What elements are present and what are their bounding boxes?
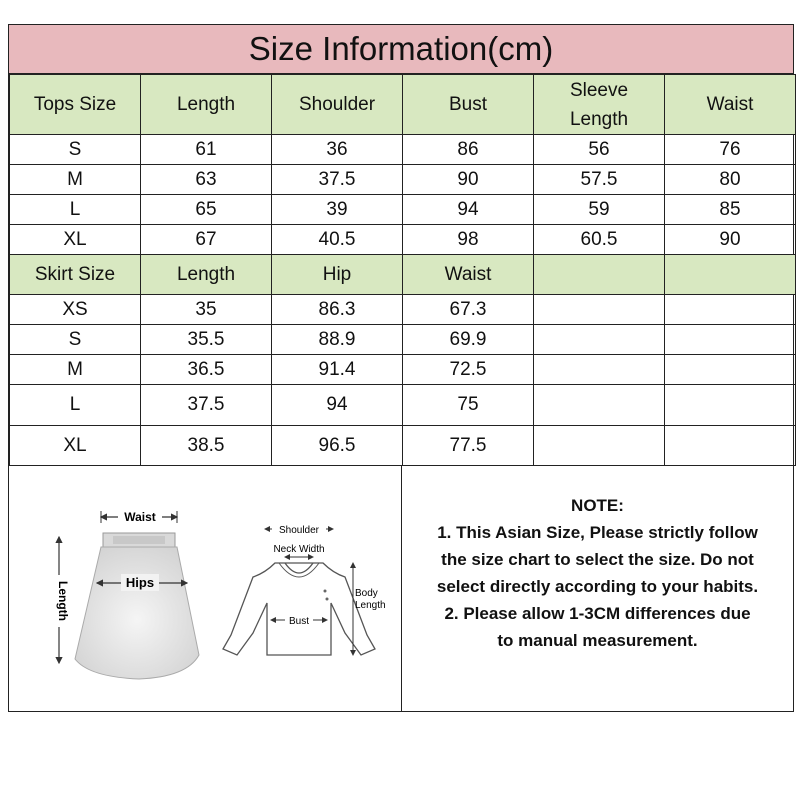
measurement-diagram (9, 465, 402, 711)
size-table (9, 74, 796, 466)
table-cell: 90 (403, 165, 534, 195)
note-line: to manual measurement. (497, 631, 698, 650)
table-cell: 65 (141, 195, 272, 225)
table-cell: 35.5 (141, 325, 272, 355)
table-row (10, 426, 796, 466)
blank-cell (534, 355, 665, 385)
skirt-header-row (10, 255, 796, 295)
table-cell: 57.5 (534, 165, 665, 195)
blank-cell (534, 325, 665, 355)
tops-header-bust: Bust (403, 75, 534, 135)
tops-header-length: Length (141, 75, 272, 135)
table-cell: 56 (534, 135, 665, 165)
table-cell: 69.9 (403, 325, 534, 355)
measurement-illustration (9, 465, 402, 711)
table-row (10, 385, 796, 426)
table-cell: 77.5 (403, 426, 534, 466)
blank-cell (665, 385, 796, 426)
table-cell: 98 (403, 225, 534, 255)
tops-header-row (10, 75, 796, 135)
table-cell: 35 (141, 295, 272, 325)
blank-cell (534, 255, 665, 295)
table-cell: 36.5 (141, 355, 272, 385)
table-cell: 94 (272, 385, 403, 426)
table-cell: 37.5 (141, 385, 272, 426)
blank-cell (665, 426, 796, 466)
note-line: 1. This Asian Size, Please strictly follow (437, 523, 758, 542)
sleeve-length-label: Sleeve Length (569, 79, 629, 130)
skirt-illustration (51, 508, 199, 679)
size-chart (8, 24, 794, 712)
table-row (10, 135, 796, 165)
table-cell: XS (10, 295, 141, 325)
skirt-header-length: Length (141, 255, 272, 295)
skirt-header-waist: Waist (403, 255, 534, 295)
blank-cell (665, 255, 796, 295)
top-body-length-label: Body Length (355, 588, 386, 611)
table-row (10, 165, 796, 195)
table-cell: 59 (534, 195, 665, 225)
skirt-header-hip: Hip (272, 255, 403, 295)
table-cell: M (10, 355, 141, 385)
table-cell: 67 (141, 225, 272, 255)
table-cell: M (10, 165, 141, 195)
table-cell: S (10, 135, 141, 165)
table-row (10, 355, 796, 385)
top-bust-label: Bust (288, 616, 310, 627)
note-line: select directly according to your habits. (436, 577, 759, 596)
skirt-hips-label: Hips (125, 575, 155, 590)
table-row (10, 325, 796, 355)
skirt-length-label: Length (56, 581, 70, 621)
table-cell: 61 (141, 135, 272, 165)
top-illustration (223, 522, 386, 655)
tops-header-size: Tops Size (10, 75, 141, 135)
table-cell: 39 (272, 195, 403, 225)
table-cell: XL (10, 225, 141, 255)
table-cell: 60.5 (534, 225, 665, 255)
table-cell: 36 (272, 135, 403, 165)
top-neck-label: Neck Width (273, 544, 325, 555)
table-cell: 86 (403, 135, 534, 165)
top-shoulder-label: Shoulder (278, 525, 320, 536)
table-cell: 91.4 (272, 355, 403, 385)
tops-header-shoulder: Shoulder (272, 75, 403, 135)
table-cell: 76 (665, 135, 796, 165)
table-cell: 88.9 (272, 325, 403, 355)
blank-cell (665, 355, 796, 385)
tops-header-sleeve (534, 75, 665, 135)
table-row (10, 295, 796, 325)
blank-cell (534, 385, 665, 426)
blank-cell (665, 325, 796, 355)
table-cell: 80 (665, 165, 796, 195)
skirt-header-size: Skirt Size (10, 255, 141, 295)
table-cell: 37.5 (272, 165, 403, 195)
table-cell: S (10, 325, 141, 355)
chart-title: Size Information(cm) (9, 25, 793, 74)
table-cell: L (10, 385, 141, 426)
note-line: 2. Please allow 1-3CM differences due (444, 604, 751, 623)
table-row (10, 225, 796, 255)
bottom-section (9, 465, 793, 711)
table-cell: 90 (665, 225, 796, 255)
table-cell: 72.5 (403, 355, 534, 385)
skirt-waist-label: Waist (124, 510, 156, 524)
table-cell: 67.3 (403, 295, 534, 325)
table-cell: L (10, 195, 141, 225)
table-row (10, 195, 796, 225)
table-cell: 85 (665, 195, 796, 225)
table-cell: 38.5 (141, 426, 272, 466)
table-cell: XL (10, 426, 141, 466)
table-cell: 63 (141, 165, 272, 195)
note-heading: NOTE: (571, 496, 624, 515)
note-box (402, 465, 793, 711)
note-line: the size chart to select the size. Do not (441, 550, 754, 569)
table-cell: 40.5 (272, 225, 403, 255)
table-cell: 96.5 (272, 426, 403, 466)
table-cell: 86.3 (272, 295, 403, 325)
table-cell: 94 (403, 195, 534, 225)
tops-header-waist: Waist (665, 75, 796, 135)
blank-cell (534, 295, 665, 325)
blank-cell (534, 426, 665, 466)
table-cell: 75 (403, 385, 534, 426)
blank-cell (665, 295, 796, 325)
